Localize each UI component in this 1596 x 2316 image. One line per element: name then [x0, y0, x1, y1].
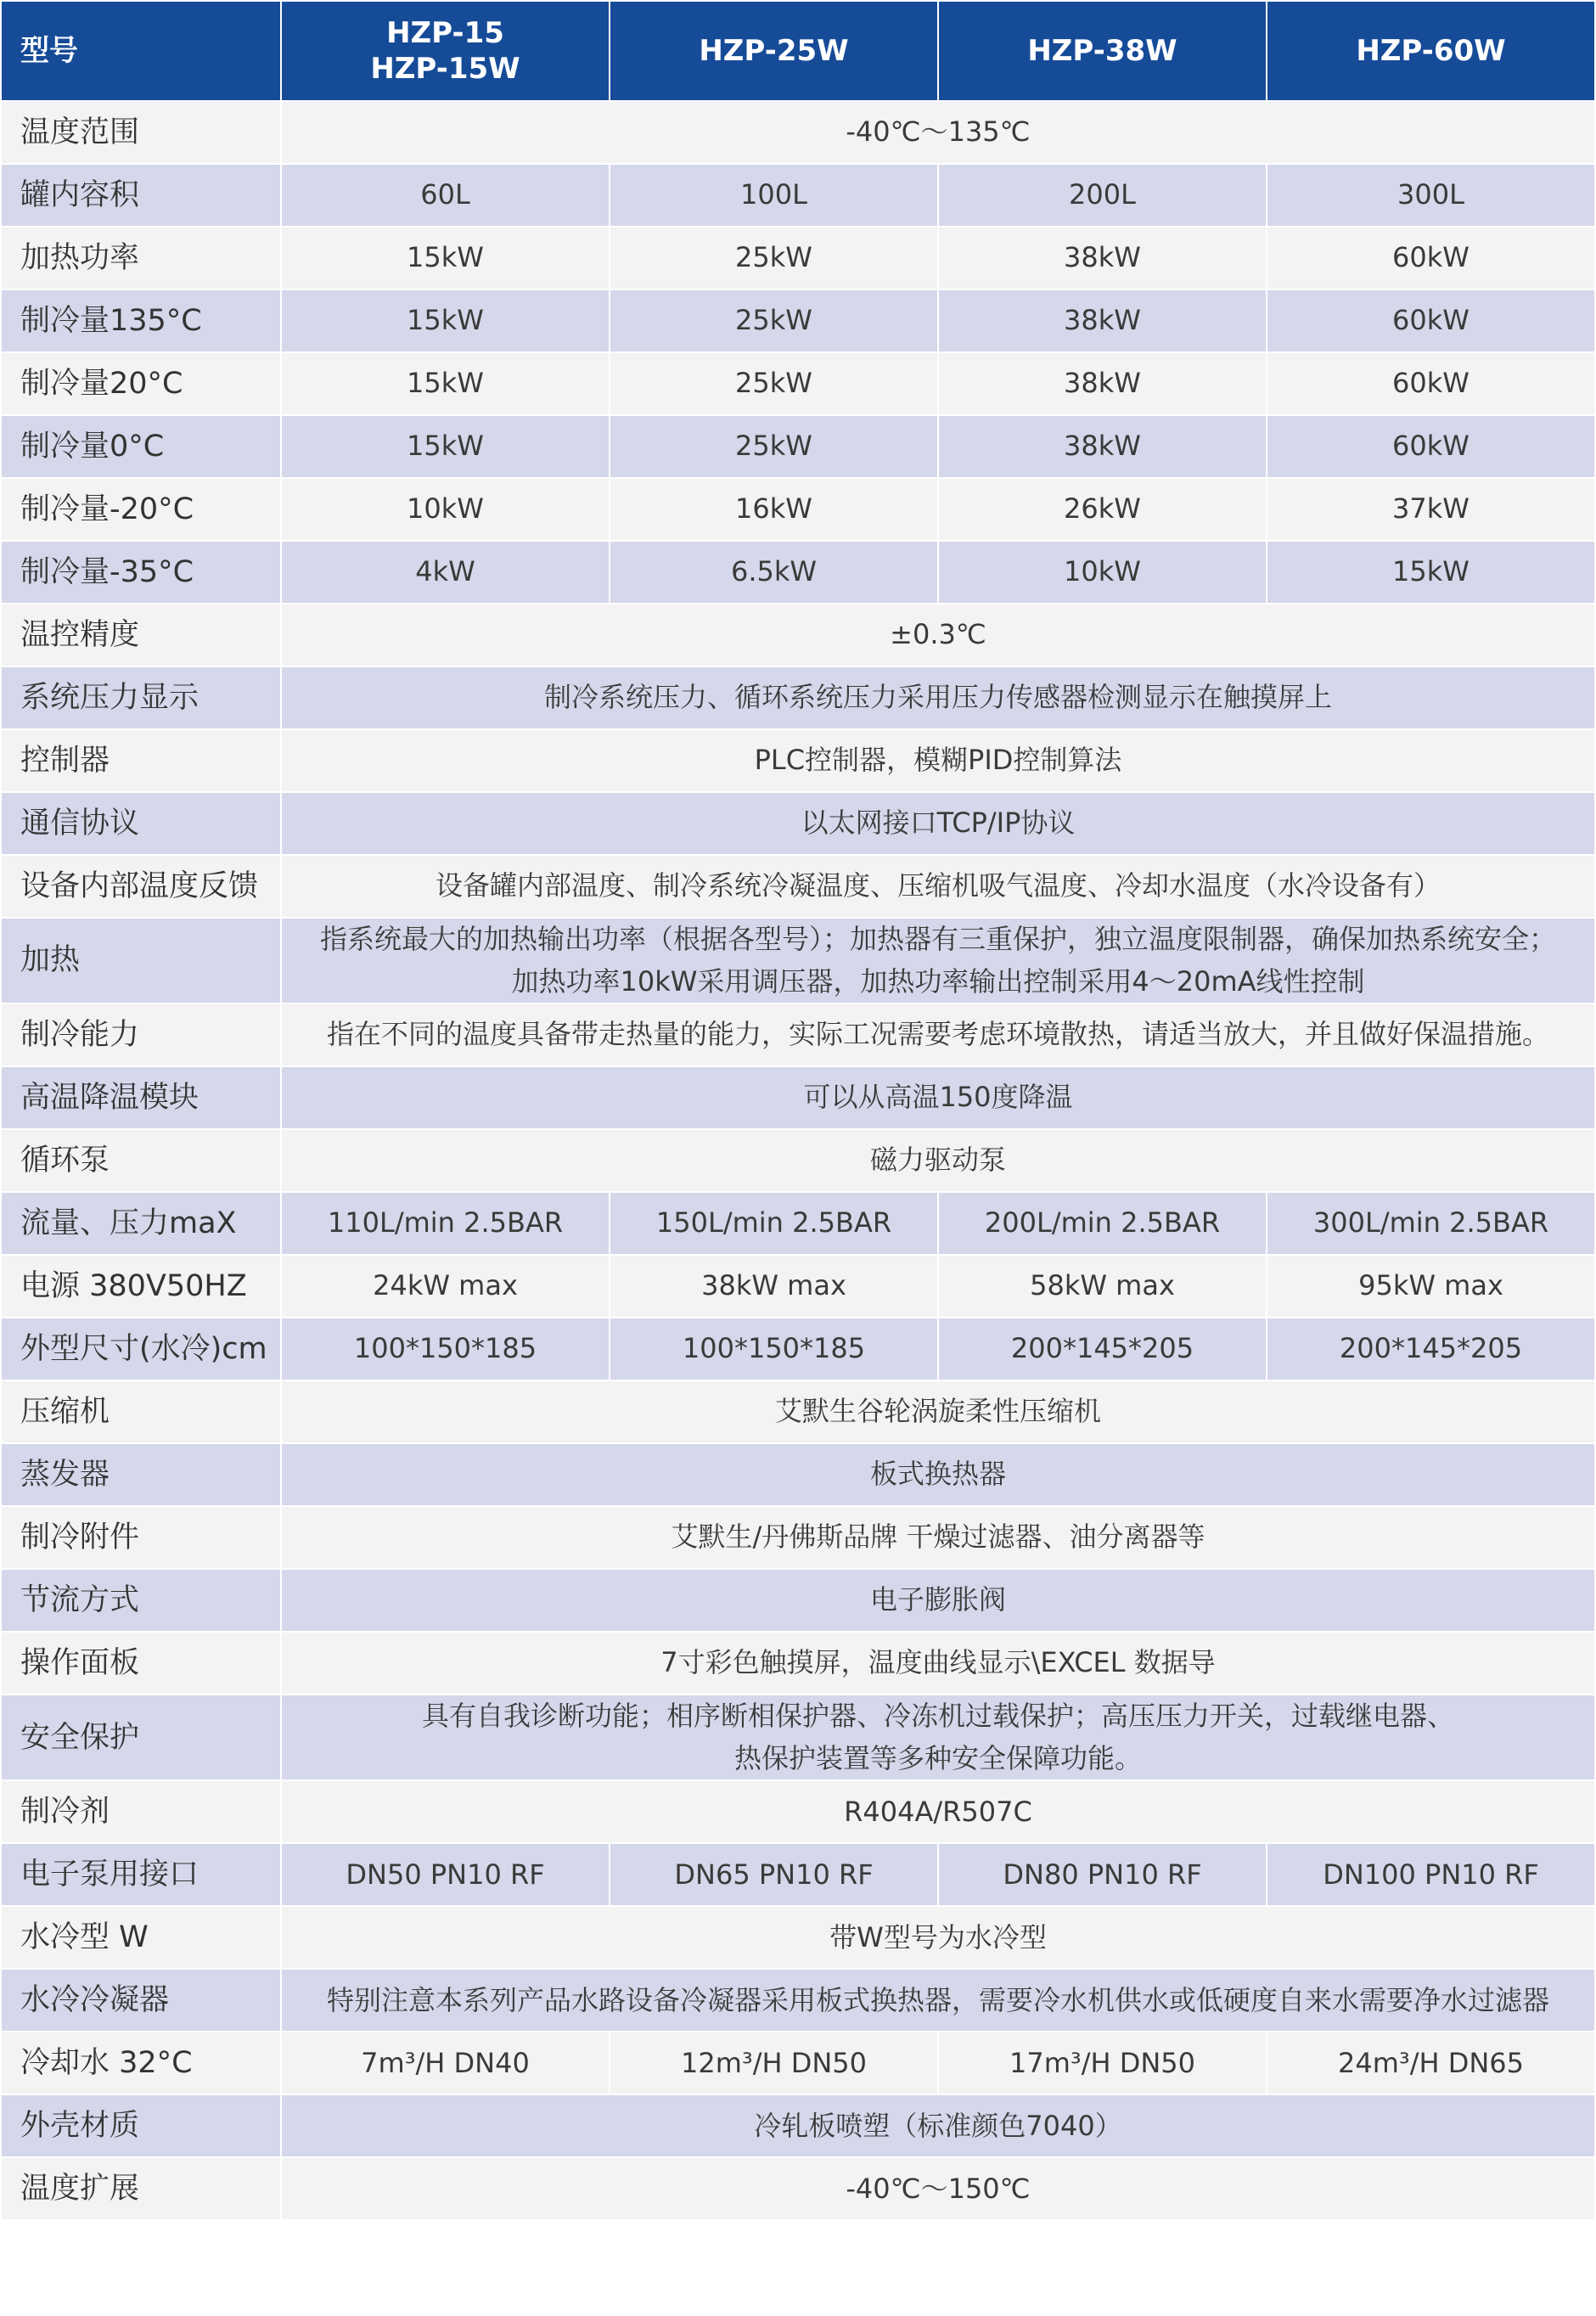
value-cell: 60L: [281, 164, 610, 227]
value-cell: 24kW max: [281, 1255, 610, 1318]
spanned-value-cell: [281, 729, 1595, 792]
header-label-cell: 型号: [1, 1, 281, 101]
value-cell: 100L: [610, 164, 938, 227]
value-cell: 200L: [938, 164, 1267, 227]
value-cell: 17m³/H DN50: [938, 2032, 1267, 2094]
row-label: 蒸发器: [1, 1443, 281, 1506]
table-row: [1, 792, 1595, 855]
value-cell: 25kW: [610, 352, 938, 415]
value-cell: 4kW: [281, 541, 610, 604]
spanned-value-cell: [281, 1066, 1595, 1129]
table-row: [1, 1695, 1595, 1780]
spanned-value-cell: [281, 666, 1595, 729]
spanned-value-cell: [281, 1380, 1595, 1443]
table-row: [1, 1632, 1595, 1695]
table-row: [1, 415, 1595, 478]
spanned-value-cell: [281, 101, 1595, 164]
row-label: 水冷冷凝器: [1, 1969, 281, 2032]
table-row: [1, 666, 1595, 729]
table-row: [1, 1192, 1595, 1255]
value-cell: 38kW: [938, 352, 1267, 415]
value-cell: 100*150*185: [610, 1318, 938, 1380]
value-text: 冷轧板喷塑（标准颜色7040）: [754, 2109, 1122, 2142]
value-cell: 12m³/H DN50: [610, 2032, 938, 2094]
value-text: PLC控制器，模糊PID控制算法: [754, 744, 1122, 777]
table-row: [1, 541, 1595, 604]
table-row: [1, 2157, 1595, 2220]
value-cell: 200L/min 2.5BAR: [938, 1192, 1267, 1255]
value-cell: 60kW: [1267, 415, 1595, 478]
value-text: 艾默生/丹佛斯品牌 干燥过滤器、油分离器等: [671, 1521, 1205, 1554]
spanned-value-cell: [281, 2094, 1595, 2157]
spanned-value-cell: [281, 918, 1595, 1003]
value-cell: 38kW: [938, 227, 1267, 290]
value-cell: 25kW: [610, 227, 938, 290]
row-label: 制冷剂: [1, 1780, 281, 1843]
header-model-cell: [1267, 1, 1595, 101]
value-cell: 95kW max: [1267, 1255, 1595, 1318]
row-label: 外型尺寸(水冷)cm: [1, 1318, 281, 1380]
model-name: HZP-38W: [1027, 33, 1177, 68]
row-label: 加热: [1, 918, 281, 1003]
table-header: [1, 1, 1595, 101]
table-row: [1, 2094, 1595, 2157]
value-cell: 7m³/H DN40: [281, 2032, 610, 2094]
spanned-value-cell: [281, 1443, 1595, 1506]
table-row: [1, 1969, 1595, 2032]
table-row: [1, 1380, 1595, 1443]
value-text: 设备罐内部温度、制冷系统冷凝温度、压缩机吸气温度、冷却水温度（水冷设备有）: [435, 869, 1441, 902]
row-label: 电源 380V50HZ: [1, 1255, 281, 1318]
value-cell: 26kW: [938, 478, 1267, 541]
table-row: [1, 227, 1595, 290]
table-row: [1, 1443, 1595, 1506]
row-label: 设备内部温度反馈: [1, 855, 281, 918]
value-cell: 300L: [1267, 164, 1595, 227]
row-label: 电子泵用接口: [1, 1843, 281, 1906]
row-label: 节流方式: [1, 1569, 281, 1632]
row-label: 加热功率: [1, 227, 281, 290]
table-row: [1, 1255, 1595, 1318]
value-cell: 15kW: [281, 352, 610, 415]
row-label: 安全保护: [1, 1695, 281, 1780]
value-cell: 15kW: [281, 290, 610, 352]
spanned-value-cell: [281, 1003, 1595, 1066]
row-label: 制冷量20°C: [1, 352, 281, 415]
table-row: [1, 1843, 1595, 1906]
table-body: [1, 101, 1595, 2220]
row-label: 高温降温模块: [1, 1066, 281, 1129]
table-row: [1, 1066, 1595, 1129]
row-label: 温度扩展: [1, 2157, 281, 2220]
value-text: 板式换热器: [869, 1458, 1006, 1491]
value-text: 带W型号为水冷型: [829, 1920, 1047, 1953]
spanned-value-cell: [281, 1695, 1595, 1780]
table-row: [1, 1318, 1595, 1380]
row-label: 制冷量135°C: [1, 290, 281, 352]
row-label: 制冷附件: [1, 1506, 281, 1569]
value-cell: 60kW: [1267, 290, 1595, 352]
spanned-value-cell: [281, 1506, 1595, 1569]
value-text: 制冷系统压力、循环系统压力采用压力传感器检测显示在触摸屏上: [543, 681, 1332, 714]
value-cell: 15kW: [281, 415, 610, 478]
table-row: [1, 604, 1595, 666]
value-cell: DN80 PN10 RF: [938, 1843, 1267, 1906]
value-text: 以太网接口TCP/IP协议: [801, 807, 1076, 840]
value-cell: 200*145*205: [1267, 1318, 1595, 1380]
value-cell: 100*150*185: [281, 1318, 610, 1380]
value-cell: 58kW max: [938, 1255, 1267, 1318]
value-text: ±0.3℃: [890, 618, 986, 651]
row-label: 制冷能力: [1, 1003, 281, 1066]
value-cell: 15kW: [281, 227, 610, 290]
model-name: HZP-25W: [699, 33, 849, 68]
spanned-value-cell: [281, 792, 1595, 855]
table-row: [1, 101, 1595, 164]
spanned-value-cell: [281, 1969, 1595, 2032]
value-cell: 15kW: [1267, 541, 1595, 604]
table-row: [1, 164, 1595, 227]
row-label: 循环泵: [1, 1129, 281, 1192]
table-row: [1, 855, 1595, 918]
value-text: 指在不同的温度具备带走热量的能力，实际工况需要考虑环境散热，请适当放大，并且做好保温措施。: [326, 1018, 1549, 1051]
row-label: 操作面板: [1, 1632, 281, 1695]
value-cell: 60kW: [1267, 227, 1595, 290]
value-cell: 38kW: [938, 290, 1267, 352]
table-row: [1, 478, 1595, 541]
header-row: [1, 1, 1595, 101]
value-cell: 10kW: [938, 541, 1267, 604]
model-name: HZP-15W: [370, 52, 520, 86]
value-cell: 6.5kW: [610, 541, 938, 604]
table-row: [1, 1129, 1595, 1192]
table-row: [1, 2032, 1595, 2094]
table-row: [1, 1780, 1595, 1843]
table-row: [1, 290, 1595, 352]
table-row: [1, 918, 1595, 1003]
value-cell: 60kW: [1267, 352, 1595, 415]
value-text: 热保护装置等多种安全保障功能。: [733, 1741, 1142, 1774]
header-model-cell: [610, 1, 938, 101]
table-row: [1, 352, 1595, 415]
value-cell: 38kW max: [610, 1255, 938, 1318]
table-row: [1, 1506, 1595, 1569]
row-label: 冷却水 32°C: [1, 2032, 281, 2094]
value-cell: 37kW: [1267, 478, 1595, 541]
value-cell: 16kW: [610, 478, 938, 541]
row-label: 温控精度: [1, 604, 281, 666]
value-text: -40℃～135℃: [846, 115, 1031, 149]
value-cell: 24m³/H DN65: [1267, 2032, 1595, 2094]
model-name: HZP-60W: [1356, 33, 1506, 68]
value-text: 具有自我诊断功能；相序断相保护器、冷冻机过载保护；高压压力开关，过载继电器、: [421, 1700, 1454, 1733]
value-text: 艾默生谷轮涡旋柔性压缩机: [774, 1395, 1101, 1428]
row-label: 制冷量0°C: [1, 415, 281, 478]
row-label: 控制器: [1, 729, 281, 792]
spanned-value-cell: [281, 1632, 1595, 1695]
value-cell: DN50 PN10 RF: [281, 1843, 610, 1906]
value-cell: 10kW: [281, 478, 610, 541]
table-row: [1, 1569, 1595, 1632]
value-cell: 300L/min 2.5BAR: [1267, 1192, 1595, 1255]
value-cell: 200*145*205: [938, 1318, 1267, 1380]
value-text: 加热功率10kW采用调压器，加热功率输出控制采用4～20mA线性控制: [511, 964, 1365, 998]
row-label: 温度范围: [1, 101, 281, 164]
row-label: 罐内容积: [1, 164, 281, 227]
row-label: 制冷量-20°C: [1, 478, 281, 541]
spanned-value-cell: [281, 604, 1595, 666]
row-label: 流量、压力maX: [1, 1192, 281, 1255]
value-cell: DN100 PN10 RF: [1267, 1843, 1595, 1906]
row-label: 压缩机: [1, 1380, 281, 1443]
value-text: 磁力驱动泵: [869, 1144, 1006, 1177]
value-cell: 110L/min 2.5BAR: [281, 1192, 610, 1255]
value-text: 电子膨胀阀: [869, 1583, 1006, 1616]
header-model-cell: [938, 1, 1267, 101]
spanned-value-cell: [281, 1780, 1595, 1843]
table-row: [1, 1906, 1595, 1969]
value-text: 指系统最大的加热输出功率（根据各型号）；加热器有三重保护，独立温度限制器，确保加热系统安全；: [319, 923, 1556, 955]
row-label: 制冷量-35°C: [1, 541, 281, 604]
value-text: -40℃～150℃: [846, 2172, 1031, 2205]
row-label: 外壳材质: [1, 2094, 281, 2157]
spanned-value-cell: [281, 1569, 1595, 1632]
value-text: 7寸彩色触摸屏，温度曲线显示\EXCEL 数据导: [660, 1646, 1216, 1679]
value-cell: 38kW: [938, 415, 1267, 478]
spanned-value-cell: [281, 1129, 1595, 1192]
spanned-value-cell: [281, 855, 1595, 918]
table-row: [1, 729, 1595, 792]
row-label: 通信协议: [1, 792, 281, 855]
header-model-cell: [281, 1, 610, 101]
value-cell: 25kW: [610, 415, 938, 478]
model-name: HZP-15: [386, 15, 504, 50]
value-text: 可以从高温150度降温: [803, 1081, 1073, 1114]
value-text: 特别注意本系列产品水路设备冷凝器采用板式换热器，需要冷水机供水或低硬度自来水需要净水过滤器: [326, 1983, 1549, 2016]
value-cell: 25kW: [610, 290, 938, 352]
row-label: 水冷型 W: [1, 1906, 281, 1969]
spanned-value-cell: [281, 1906, 1595, 1969]
value-cell: 150L/min 2.5BAR: [610, 1192, 938, 1255]
row-label: 系统压力显示: [1, 666, 281, 729]
value-cell: DN65 PN10 RF: [610, 1843, 938, 1906]
table-row: [1, 1003, 1595, 1066]
value-text: R404A/R507C: [844, 1795, 1032, 1828]
spanned-value-cell: [281, 2157, 1595, 2220]
